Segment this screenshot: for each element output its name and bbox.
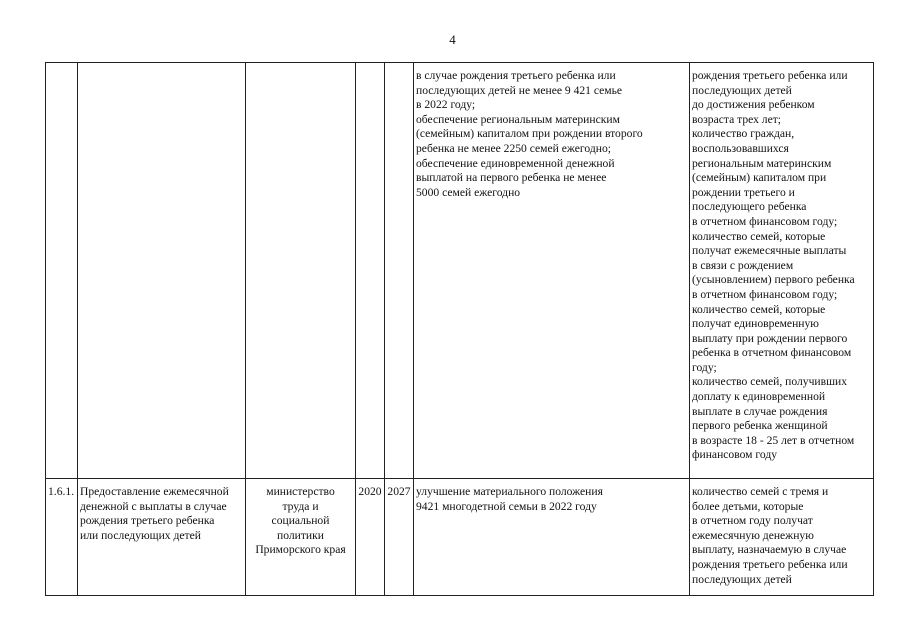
text-line: финансовом году <box>692 448 778 462</box>
text-line: политики <box>277 528 324 542</box>
start-year-cell: 2020 <box>356 479 385 596</box>
text-line: первого ребенка женщиной <box>692 419 828 433</box>
text-line: количество семей с тремя и <box>692 485 829 498</box>
start-year-cell <box>356 63 385 479</box>
text-line: региональным материнским <box>692 156 832 170</box>
text-line: 9421 многодетной семьи в 2022 году <box>416 499 597 513</box>
text-line: в отчетном финансовом году; <box>692 214 838 228</box>
text-line: выплатой на первого ребенка не менее <box>416 171 607 185</box>
text-line: в отчетном финансовом году; <box>692 287 838 301</box>
text-line: возраста трех лет; <box>692 112 782 126</box>
event-cell <box>78 63 246 479</box>
text-line: последующего ребенка <box>692 200 807 214</box>
indicator-cell <box>690 63 874 479</box>
text-line: улучшение материального положения <box>416 485 603 498</box>
text-line: последующих детей не менее 9 421 семье <box>416 83 623 97</box>
row-number-cell: 1.6.1. <box>46 479 78 596</box>
text-line: в возрасте 18 - 25 лет в отчетном <box>692 433 855 447</box>
table-row <box>46 63 874 479</box>
text-line: количество семей, которые <box>692 302 826 316</box>
program-table <box>45 62 874 596</box>
text-line: денежной с выплаты в случае <box>80 499 227 513</box>
text-line: Предоставление ежемесячной <box>80 485 229 498</box>
text-line: в отчетном году получат <box>692 514 813 528</box>
text-line: или последующих детей <box>80 528 201 542</box>
executor-cell <box>246 479 356 596</box>
expected-result-cell <box>414 63 690 479</box>
text-line: году; <box>692 360 717 374</box>
text-line: в случае рождения третьего ребенка или <box>416 69 616 82</box>
text-line: в 2022 году; <box>416 98 476 112</box>
text-line: рождении третьего и <box>692 185 795 199</box>
text-line: рождения третьего ребенка или <box>692 557 848 571</box>
event-cell <box>78 479 246 596</box>
text-line: выплату при рождении первого <box>692 331 848 345</box>
text-line: количество граждан, <box>692 127 795 141</box>
executor-cell <box>246 63 356 479</box>
text-line: доплату к единовременной <box>692 390 826 404</box>
text-line: (семейным) капиталом при рождении второго <box>416 127 643 141</box>
text-line: Приморского края <box>255 543 346 557</box>
text-line: в связи с рождением <box>692 258 794 272</box>
text-line: 5000 семей ежегодно <box>416 185 521 199</box>
text-line: ребенка не менее 2250 семей ежегодно; <box>416 141 611 155</box>
text-line: последующих детей <box>692 83 792 97</box>
text-line: рождения третьего ребенка <box>80 514 215 528</box>
text-line: выплату, назначаемую в случае <box>692 543 847 557</box>
table-row <box>46 479 874 596</box>
text-line: получат ежемесячные выплаты <box>692 244 847 258</box>
text-line: социальной <box>271 514 330 528</box>
end-year-cell <box>385 63 414 479</box>
text-line: получат единовременную <box>692 317 819 331</box>
text-line: количество семей, получивших <box>692 375 848 389</box>
text-line: последующих детей <box>692 572 792 586</box>
text-line: обеспечение единовременной денежной <box>416 156 615 170</box>
text-line: (усыновлением) первого ребенка <box>692 273 855 287</box>
text-line: выплате в случае рождения <box>692 404 828 418</box>
text-line: обеспечение региональным материнским <box>416 112 620 126</box>
text-line: количество семей, которые <box>692 229 826 243</box>
page-number: 4 <box>449 32 456 47</box>
text-line: до достижения ребенком <box>692 98 815 112</box>
text-line: министерство <box>266 485 335 498</box>
text-line: более детьми, которые <box>692 499 804 513</box>
text-line: ребенка в отчетном финансовом <box>692 346 852 360</box>
text-line: труда и <box>282 499 319 513</box>
row-number-cell <box>46 63 78 479</box>
text-line: (семейным) капиталом при <box>692 171 827 185</box>
text-line: ежемесячную денежную <box>692 528 814 542</box>
expected-result-cell <box>414 479 690 596</box>
indicator-cell <box>690 479 874 596</box>
end-year-cell: 2027 <box>385 479 414 596</box>
text-line: воспользовавшихся <box>692 141 789 155</box>
text-line: рождения третьего ребенка или <box>692 69 848 82</box>
